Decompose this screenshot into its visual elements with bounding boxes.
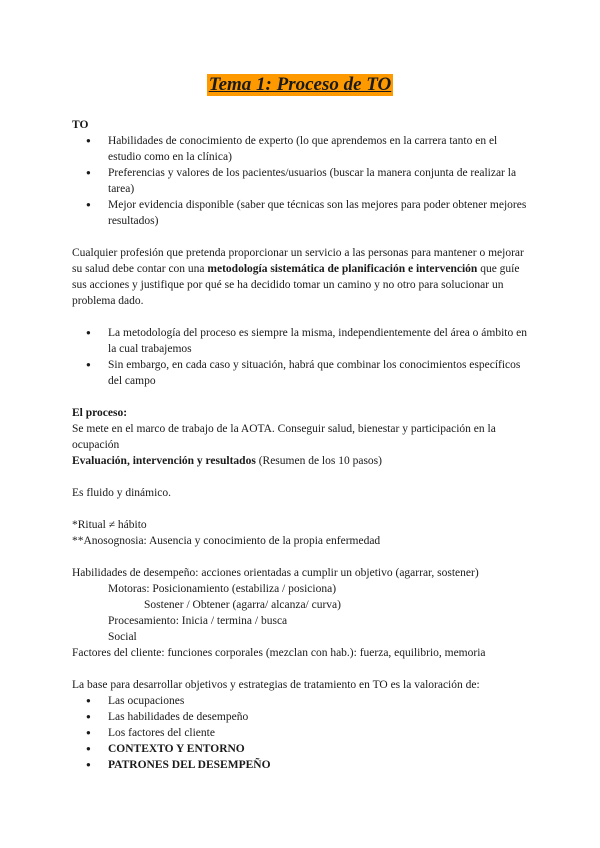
list-item: ● Mejor evidencia disponible (saber que técnicas son las mejores para poder obtener mejores resultados) [72, 197, 532, 229]
to-heading: TO [72, 119, 89, 131]
list-item: ● CONTEXTO Y ENTORNO [72, 741, 532, 757]
list-item: ● Sin embargo, en cada caso y situación, habrá que combinar los conocimientos específicos del campo [72, 357, 532, 389]
fluid-line: Es fluido y dinámico. [72, 487, 172, 499]
paragraph-text: que guíe sus acciones y justifique por qué se ha decidido tomar un camino y no otro para solucionar un problema dado. [72, 263, 520, 307]
list-item: ● Preferencias y valores de los pacientes/usuarios (buscar la manera conjunta de realizar la tarea) [72, 165, 532, 197]
skills-sostener: Sostener / Obtener (agarra/ alcanza/ curva) [144, 599, 341, 611]
base-list [72, 693, 532, 773]
list-item: ● Habilidades de conocimiento de experto (lo que aprendemos en la carrera tanto en el estudio como en la clínica) [72, 133, 532, 165]
process-eval-line [72, 453, 532, 469]
list-item: ● Los factores del cliente [72, 725, 532, 741]
process-heading: El proceso: [72, 407, 128, 419]
list-item: ● La metodología del proceso es siempre la misma, independientemente del área o ámbito en la cual trabajemos [72, 325, 532, 357]
title-wrap [0, 74, 600, 96]
client-factors-line: Factores del cliente: funciones corporales (mezclan con hab.): fuerza, equilibrio, memoria [72, 647, 486, 659]
eval-rest-text: (Resumen de los 10 pasos) [255, 455, 382, 467]
paragraph-text: Cualquier profesión que pretenda proporcionar un servicio a las personas para mantener o mejorar su salud debe contar con una [72, 247, 524, 275]
note-ritual: *Ritual ≠ hábito [72, 519, 147, 531]
note-anosognosia: **Anosognosia: Ausencia y conocimiento de la propia enfermedad [72, 535, 381, 547]
base-line: La base para desarrollar objetivos y estrategias de tratamiento en TO es la valoración de: [72, 679, 480, 691]
list-item: ● PATRONES DEL DESEMPEÑO [72, 757, 532, 773]
skills-line: Habilidades de desempeño: acciones orientadas a cumplir un objetivo (agarrar, sostener) [72, 567, 479, 579]
methodology-paragraph [72, 245, 532, 309]
skills-social: Social [108, 631, 137, 643]
skills-procesamiento: Procesamiento: Inicia / termina / busca [108, 615, 288, 627]
paragraph-bold-text: metodología sistemática de planificación e intervención [207, 263, 478, 275]
list-item: ● Las habilidades de desempeño [72, 709, 532, 725]
method-list [72, 325, 532, 389]
eval-bold-text: Evaluación, intervención y resultados [72, 455, 256, 467]
list-item: ● Las ocupaciones [72, 693, 532, 709]
to-list [72, 133, 532, 229]
process-text: Se mete en el marco de trabajo de la AOTA. Conseguir salud, bienestar y participación en la ocupación [72, 423, 496, 451]
skills-motoras: Motoras: Posicionamiento (estabiliza / posiciona) [108, 583, 337, 595]
document-body [72, 117, 532, 773]
document-title: Tema 1: Proceso de TO [208, 74, 392, 95]
